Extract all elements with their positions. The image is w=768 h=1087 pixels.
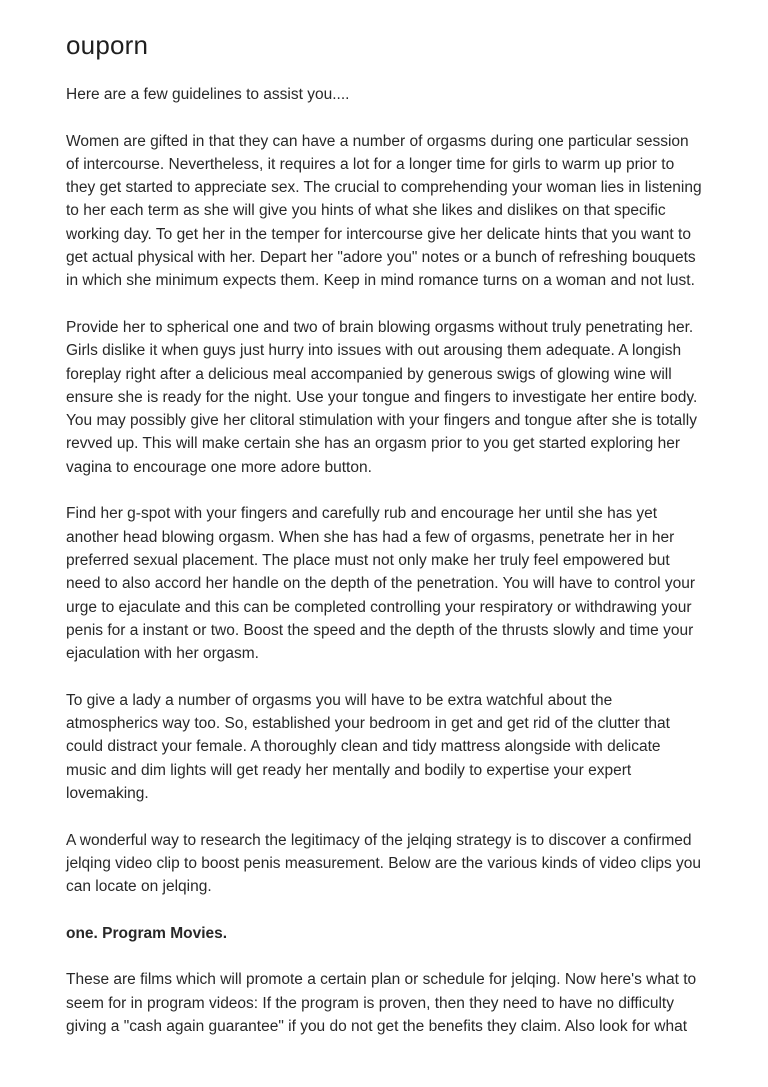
text-line: preferred sexual placement. The place must not only make her truly feel empowered but: [66, 551, 670, 569]
text-line: giving a "cash again guarantee" if you do not get the benefits they claim. Also look for what: [66, 1017, 688, 1035]
text-line: These are films which will promote a certain plan or schedule for jelqing. Now here's what to: [66, 971, 697, 989]
text-line: foreplay right after a delicious meal accompanied by generous swigs of glowing wine will: [66, 365, 672, 383]
text-line: Find her g-spot with your fingers and carefully rub and encourage her until she has yet: [66, 505, 658, 523]
text-line: need to also accord her handle on the depth of the penetration. You will have to control your: [66, 575, 696, 593]
page-title: ouporn: [66, 30, 149, 60]
text-line: ensure she is ready for the night. Use your tongue and fingers to investigate her entire body.: [66, 388, 698, 406]
text-line: Provide her to spherical one and two of brain blowing orgasms without truly penetrating her.: [66, 318, 694, 336]
text-line: Women are gifted in that they can have a number of orgasms during one particular session: [66, 132, 689, 150]
text-line: of intercourse. Nevertheless, it requires a lot for a longer time for girls to warm up prior to: [66, 155, 675, 173]
text-line: they get started to appreciate sex. The crucial to comprehending your woman lies in listening: [66, 179, 702, 197]
text-line: could distract your female. A thoroughly clean and tidy mattress alongside with delicate: [66, 738, 661, 756]
text-line: to her each term as she will give you hints of what she likes and dislikes on that specific: [66, 202, 666, 220]
paragraph-7: [66, 968, 712, 1038]
text-line: working day. To get her in the temper for intercourse give her delicate hints that you want to: [66, 225, 691, 243]
text-line: urge to ejaculate and this can be completed controlling your respiratory or withdrawing your: [66, 598, 692, 616]
text-line: You may possibly give her clitoral stimulation with your fingers and tongue after she is totally: [66, 412, 697, 430]
text-line: To give a lady a number of orgasms you will have to be extra watchful about the: [66, 691, 613, 709]
section-heading: [66, 922, 712, 945]
text-line: music and dim lights will get ready her mentally and bodily to expertise your expert: [66, 761, 632, 779]
intro-text: Here are a few guidelines to assist you....: [66, 86, 350, 103]
text-line: lovemaking.: [66, 784, 149, 802]
paragraph-4: [66, 689, 712, 805]
text-line: revved up. This will make certain she has an orgasm prior to you get started exploring her: [66, 435, 680, 453]
paragraph-2: [66, 316, 712, 479]
paragraph-3: [66, 502, 712, 665]
text-line: get actual physical with her. Depart her "adore you" notes or a bunch of refreshing bouquets: [66, 249, 696, 267]
text-line: penis for a instant or two. Boost the speed and the depth of the thrusts slowly and time your: [66, 621, 694, 639]
text-line: ejaculation with her orgasm.: [66, 645, 259, 663]
text-line: A wonderful way to research the legitimacy of the jelqing strategy is to discover a confirmed: [66, 831, 692, 849]
text-line: vagina to encourage one more adore button.: [66, 458, 372, 476]
text-line: one. Program Movies.: [66, 924, 228, 942]
document-body: [66, 130, 712, 1039]
text-line: in which she minimum expects them. Keep in mind romance turns on a woman and not lust.: [66, 272, 695, 290]
text-line: Girls dislike it when guys just hurry into issues with out arousing them adequate. A longish: [66, 342, 682, 360]
paragraph-1: [66, 130, 712, 293]
paragraph-5: [66, 829, 712, 899]
text-line: atmospherics way too. So, established your bedroom in get and get rid of the clutter that: [66, 715, 670, 733]
text-line: can locate on jelqing.: [66, 878, 212, 896]
text-line: jelqing video clip to boost penis measurement. Below are the various kinds of video clips you: [66, 854, 701, 872]
text-line: seem for in program videos: If the program is proven, then they need to have no difficulty: [66, 994, 674, 1012]
text-line: another head blowing orgasm. When she has had a few of orgasms, penetrate her in her: [66, 528, 675, 546]
